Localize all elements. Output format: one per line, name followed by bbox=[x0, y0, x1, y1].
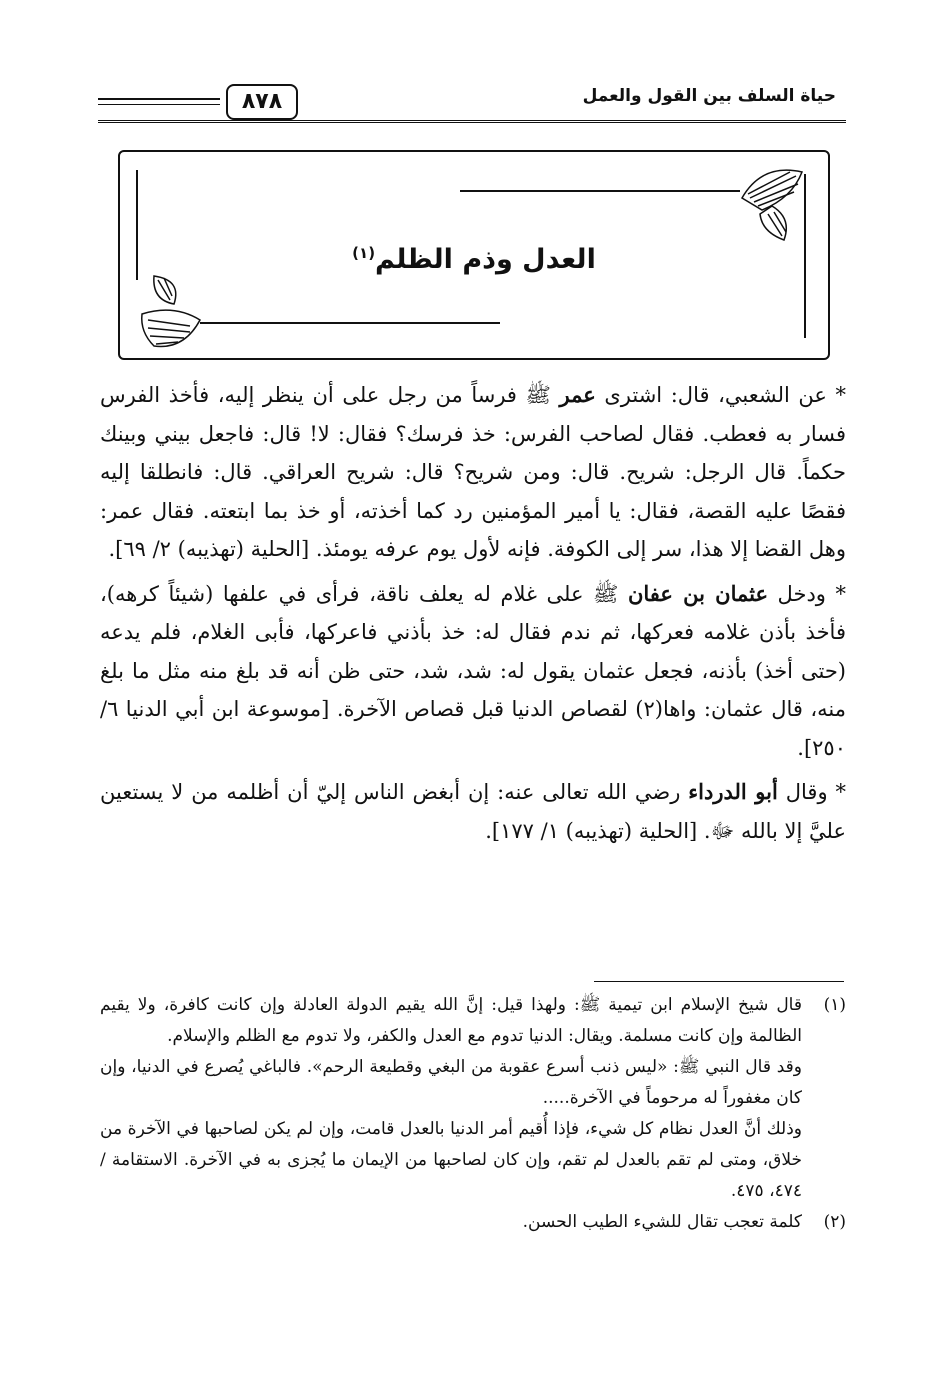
section-title-frame bbox=[118, 150, 830, 360]
paragraph bbox=[100, 773, 846, 850]
running-header bbox=[98, 76, 846, 124]
header-ornament-line-thin bbox=[98, 104, 220, 105]
paragraph-text: رضي الله تعالى عنه: إن أبغض الناس إليّ أن أظلمه من لا يستعين عليَّ إلا بالله ﷻ. [الحلية (تهذيبه) ١/ ١٧٧]. bbox=[100, 780, 846, 843]
paragraph-text: ﷺ فرساً من رجل على أن ينظر إليه، فأخذ الفرس فسار به فعطب. فقال لصاحب الفرس: خذ فرسك؟ فقال: لا! قال: فاجعل بيني وبينك حكماً. قال الرجل: شريح. قال: ومن شريح؟ قال: شريح العراقي. قال: فانطلقا إليه فقصًا عليه القصة، فقال: يا أمير المؤمنين رد كما أخذته، أو خذ بما ابتعته. فقال عمر: وهل القضا إلا هذا، سر إلى الكوفة. فإنه لأول يوم عرفه يومئذ. [الحلية (تهذيبه) ٢/ ٦٩]. bbox=[100, 383, 846, 561]
section-title bbox=[120, 244, 828, 275]
shell-ornament-top-right bbox=[732, 158, 816, 242]
paragraph bbox=[100, 575, 846, 768]
paragraph-name: عمر bbox=[559, 382, 596, 407]
footnote-line: قال شيخ الإسلام ابن تيمية ﷺ: ولهذا قيل: إنَّ الله يقيم الدولة العادلة وإن كانت كافرة، ولا يقيم الظالمة وإن كانت مسلمة. ويقال: الدنيا تدوم مع العدل والكفر، ولا تدوم مع الظلم والإسلام. bbox=[100, 995, 802, 1046]
footnote bbox=[100, 1207, 846, 1238]
footnote-number: (١) bbox=[823, 995, 846, 1015]
header-rule bbox=[98, 120, 846, 123]
paragraph bbox=[100, 376, 846, 569]
footnote-separator bbox=[594, 981, 844, 982]
section-title-text: العدل وذم الظلم bbox=[375, 244, 596, 275]
paragraph-name: أبو الدرداء bbox=[688, 779, 778, 804]
footnote-line: كلمة تعجب تقال للشيء الطيب الحسن. bbox=[522, 1212, 802, 1232]
header-ornament-line bbox=[98, 98, 220, 100]
paragraph-name: عثمان بن عفان bbox=[627, 580, 768, 606]
frame-ornament-hline-bottom bbox=[200, 322, 500, 324]
main-text bbox=[100, 376, 846, 856]
paragraph-lead: * عن الشعبي، قال: اشترى bbox=[595, 383, 846, 407]
frame-ornament-hline-top bbox=[460, 190, 740, 192]
footnote-line: وقد قال النبي ﷺ: «ليس ذنب أسرع عقوبة من البغي وقطيعة الرحم». فالباغي يُصرع في الدنيا، وإن كان مغفوراً له مرحوماً في الآخرة..... bbox=[100, 1057, 802, 1108]
book-title: حياة السلف بين القول والعمل bbox=[582, 86, 836, 106]
paragraph-text: ﷺ على غلام له يعلف ناقة، فرأى في علفها (شيئاً كرهه)، فأخذ بأذن غلامه فعركها، ثم ندم فقال له: خذ بأذني فاعركها، فأبى الغلام، فلم يدعه (حتى أخذ) بأذنه، فجعل عثمان يقول له: شد، شد، حتى ظن أنه قد بلغ منه مثل ما بلغ منه، قال عثمان: واها(٢) لقصاص الدنيا قبل قصاص الآخرة. [موسوعة ابن أبي الدنيا ٦/ ٢٥٠]. bbox=[100, 581, 846, 760]
page-number: ٨٧٨ bbox=[226, 84, 298, 120]
paragraph-lead: * وقال bbox=[777, 780, 847, 804]
footnotes bbox=[100, 990, 846, 1238]
footnote bbox=[100, 990, 846, 1207]
section-title-footnote-ref: (١) bbox=[352, 244, 376, 262]
footnote-line: وذلك أنَّ العدل نظام كل شيء، فإذا أُقيم أمر الدنيا بالعدل قامت، وإن لم يكن لصاحبها في الآخرة من خلاق، ومتى لم تقم بالعدل لم تقم، وإن كان لصاحبها من الإيمان ما يُجزى به في الآخرة. الاستقامة / ٤٧٤، ٤٧٥. bbox=[100, 1119, 803, 1201]
paragraph-lead: * ودخل bbox=[768, 581, 846, 606]
shell-ornament-bottom-left bbox=[134, 270, 218, 354]
footnote-number: (٢) bbox=[823, 1212, 846, 1232]
